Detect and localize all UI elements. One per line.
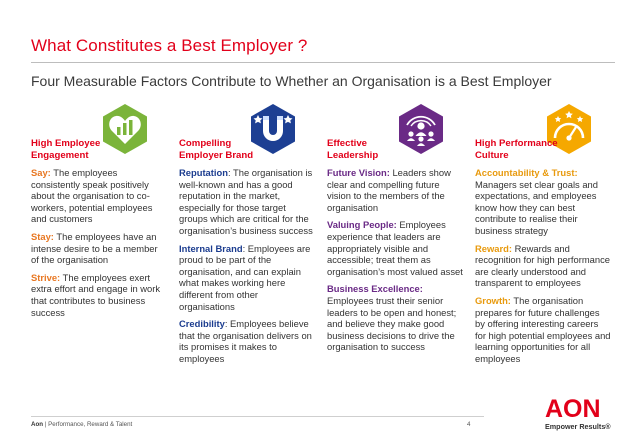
factor-paragraph (327, 283, 463, 353)
title-divider (31, 62, 615, 63)
factor-label: Accountability & Trust: (475, 167, 578, 178)
factor-paragraph (475, 167, 611, 237)
factor-text: The employees consistently speak positively about the organisation to co-workers, potential employees and customers (31, 167, 153, 225)
factor-text: : The organisation is well-known and has a good reputation in the market, especially for those target groups which are critical for the organisation’s business success (179, 167, 313, 236)
factor-text: : Employees are proud to be part of the organisation, and can explain what makes working here different from other organisations (179, 242, 311, 312)
footer-section: Performance, Reward & Talent (48, 421, 133, 428)
page-subtitle: Four Measurable Factors Contribute to Whether an Organisation is a Best Employer (31, 73, 552, 89)
factor-heading: Effective Leadership (327, 138, 379, 161)
factor-paragraph (31, 167, 167, 225)
footer-brand: Aon (31, 421, 44, 428)
factor-paragraph (179, 243, 315, 313)
factor-paragraph (179, 167, 315, 237)
factor-heading: High Performance Culture (475, 138, 558, 161)
page-title: What Constitutes a Best Employer ? (31, 36, 308, 55)
factor-heading: High Employee Engagement (31, 138, 101, 161)
factor-text: Employees trust their senior leaders to be open and honest; and believe they make good business decisions to drive the organisation to success (327, 294, 457, 353)
page-number: 4 (467, 421, 471, 428)
factor-paragraph (179, 318, 315, 364)
factor-text: : Employees believe that the organisation delivers on its promises it makes to employees (179, 318, 312, 364)
factor-body (179, 167, 315, 371)
factor-label: Stay: (31, 230, 54, 242)
factor-paragraph (475, 243, 611, 289)
factor-paragraph (475, 295, 611, 365)
factor-label: Future Vision: (327, 167, 390, 178)
factor-paragraph (327, 167, 463, 213)
factor-label: Growth: (475, 294, 511, 306)
factor-label: Valuing People: (327, 219, 397, 231)
aon-logo (544, 396, 610, 420)
factor-text: The employees have an intense desire to be a member of the organisation (31, 230, 158, 266)
factor-text: Rewards and recognition for high performance are clearly understood and transparent to employees (475, 242, 610, 289)
factor-body (475, 167, 611, 371)
factor-heading: Compelling Employer Brand (179, 138, 254, 161)
footer-separator: | (44, 421, 47, 428)
factor-text: The employees exert extra effort and engage in work that contributes to business success (31, 271, 161, 318)
factor-text: Managers set clear goals and expectations, and employees know how they can best contribute to realise their business strategy (475, 178, 598, 236)
factor-label: Internal Brand (179, 242, 243, 254)
factor-label: Say: (31, 167, 51, 178)
factor-paragraph (31, 272, 167, 318)
factor-text: Employees experience that leaders are appropriately visible and accessible; treat them as organisation’s most valued asset (327, 219, 463, 277)
footer-divider (31, 416, 484, 417)
factor-text: The organisation prepares for future challenges by offering interesting careers for high potential employees and learning opportunities for all employees (475, 294, 611, 364)
logo-tagline: Empower Results® (545, 422, 611, 431)
factor-paragraph (31, 231, 167, 266)
footer-text (31, 421, 132, 428)
factor-label: Reputation (179, 167, 228, 178)
factor-label: Strive: (31, 271, 61, 283)
factor-paragraph (327, 219, 463, 277)
factor-body (327, 167, 463, 359)
logo-wordmark: AON (545, 396, 601, 420)
factor-label: Reward: (475, 242, 512, 254)
factor-label: Credibility (179, 318, 225, 330)
factor-body (31, 167, 167, 324)
factor-label: Business Excellence: (327, 283, 423, 295)
factor-text: Leaders show clear and compelling future vision to the members of the organisation (327, 167, 451, 213)
